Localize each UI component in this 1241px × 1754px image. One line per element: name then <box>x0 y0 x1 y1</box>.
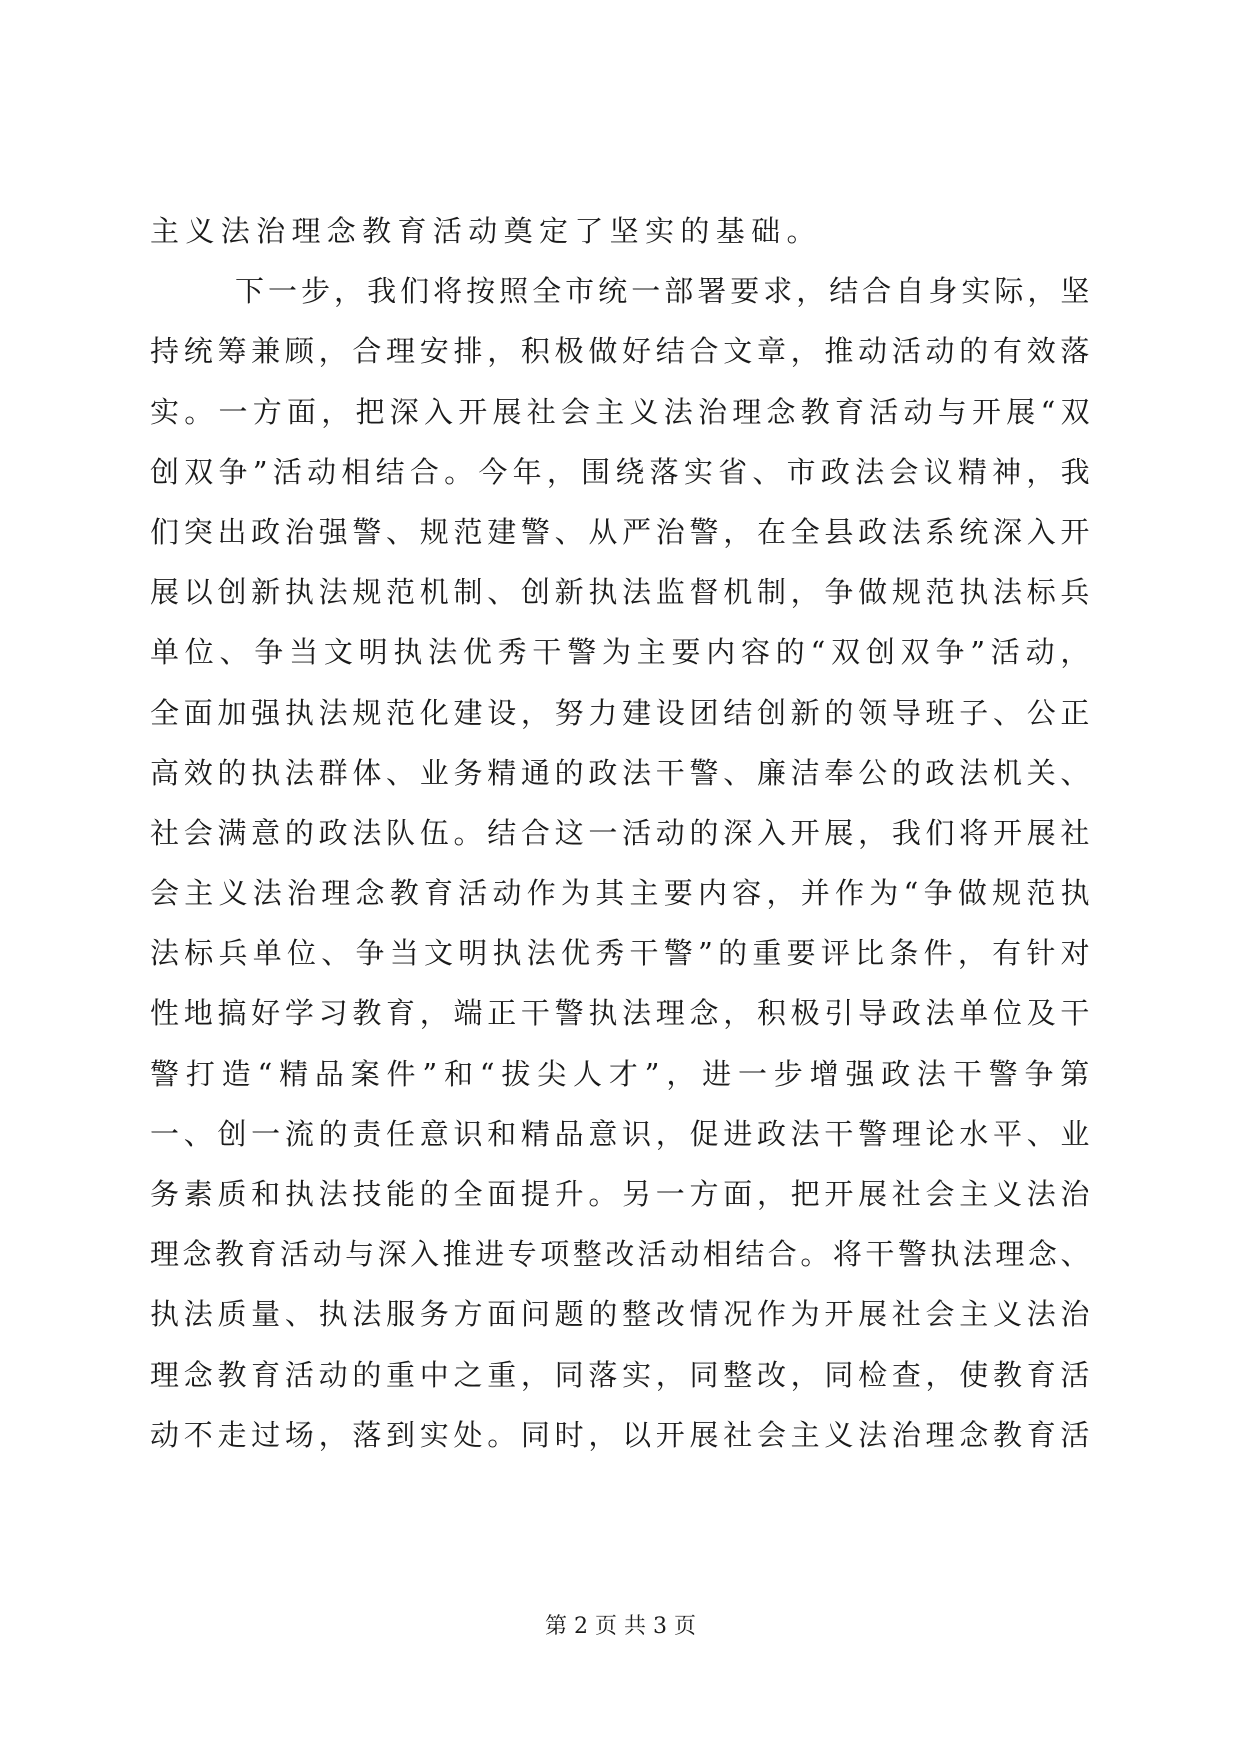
text-line: 社 会 满 意 的 政 法 队 伍 。 结 合 这 一 活 动 的 深 入 开 展 ， 我 们 将 开 展 社 <box>150 815 1090 850</box>
text-line: 实 。 一 方 面 ， 把 深 入 开 展 社 会 主 义 法 治 理 念 教 育 活 动 与 开 展 “ 双 <box>150 394 1090 429</box>
text-line: 展 以 创 新 执 法 规 范 机 制 、 创 新 执 法 监 督 机 制 ， 争 做 规 范 执 法 标 兵 <box>150 575 1090 610</box>
text-line: 们 突 出 政 治 强 警 、 规 范 建 警 、 从 严 治 警 ， 在 全 县 政 法 系 统 深 入 开 <box>150 514 1090 549</box>
text-line: 高 效 的 执 法 群 体 、 业 务 精 通 的 政 法 干 警 、 廉 洁 奉 公 的 政 法 机 关 、 <box>150 755 1090 790</box>
text-line: 法 标 兵 单 位 、 争 当 文 明 执 法 优 秀 干 警 ” 的 重 要 评 比 条 件 ， 有 针 对 <box>150 936 1090 971</box>
text-line: 全 面 加 强 执 法 规 范 化 建 设 ， 努 力 建 设 团 结 创 新 的 领 导 班 子 、 公 正 <box>150 695 1090 730</box>
page-footer: 第 2 页 共 3 页 <box>545 1614 696 1639</box>
text-line: 一 、 创 一 流 的 责 任 意 识 和 精 品 意 识 ， 促 进 政 法 干 警 理 论 水 平 、 业 <box>150 1116 1090 1151</box>
text-line: 理 念 教 育 活 动 与 深 入 推 进 专 项 整 改 活 动 相 结 合 。 将 干 警 执 法 理 念 、 <box>150 1237 1090 1272</box>
text-line: 警 打 造 “ 精 品 案 件 ” 和 “ 拔 尖 人 才 ” ， 进 一 步 增 强 政 法 干 警 争 第 <box>150 1056 1090 1091</box>
text-line: 持 统 筹 兼 顾 ， 合 理 安 排 ， 积 极 做 好 结 合 文 章 ， 推 动 活 动 的 有 效 落 <box>150 334 1090 369</box>
text-line: 单 位 、 争 当 文 明 执 法 优 秀 干 警 为 主 要 内 容 的 “ 双 创 双 争 ” 活 动 ， <box>150 635 1090 670</box>
text-line: 会 主 义 法 治 理 念 教 育 活 动 作 为 其 主 要 内 容 ， 并 作 为 “ 争 做 规 范 执 <box>150 876 1090 911</box>
text-line: 务 素 质 和 执 法 技 能 的 全 面 提 升 。 另 一 方 面 ， 把 开 展 社 会 主 义 法 治 <box>150 1177 1090 1211</box>
text-line: 理 念 教 育 活 动 的 重 中 之 重 ， 同 落 实 ， 同 整 改 ， 同 检 查 ， 使 教 育 活 <box>150 1357 1090 1392</box>
text-line: 创 双 争 ” 活 动 相 结 合 。 今 年 ， 围 绕 落 实 省 、 市 政 法 会 议 精 神 ， 我 <box>150 454 1090 489</box>
text-line: 动 不 走 过 场 ， 落 到 实 处 。 同 时 ， 以 开 展 社 会 主 义 法 治 理 念 教 育 活 <box>150 1417 1090 1452</box>
text-line: 性 地 搞 好 学 习 教 育 ， 端 正 干 警 执 法 理 念 ， 积 极 引 导 政 法 单 位 及 干 <box>150 996 1090 1031</box>
text-line: 执 法 质 量 、 执 法 服 务 方 面 问 题 的 整 改 情 况 作 为 开 展 社 会 主 义 法 治 <box>150 1297 1090 1332</box>
text-line: 主 义 法 治 理 念 教 育 活 动 奠 定 了 坚 实 的 基 础 。 <box>150 214 816 248</box>
body-text <box>150 201 1090 1465</box>
text-line: 下 一 步 ， 我 们 将 按 照 全 市 统 一 部 署 要 求 ， 结 合 自 身 实 际 ， 坚 <box>235 274 1090 309</box>
